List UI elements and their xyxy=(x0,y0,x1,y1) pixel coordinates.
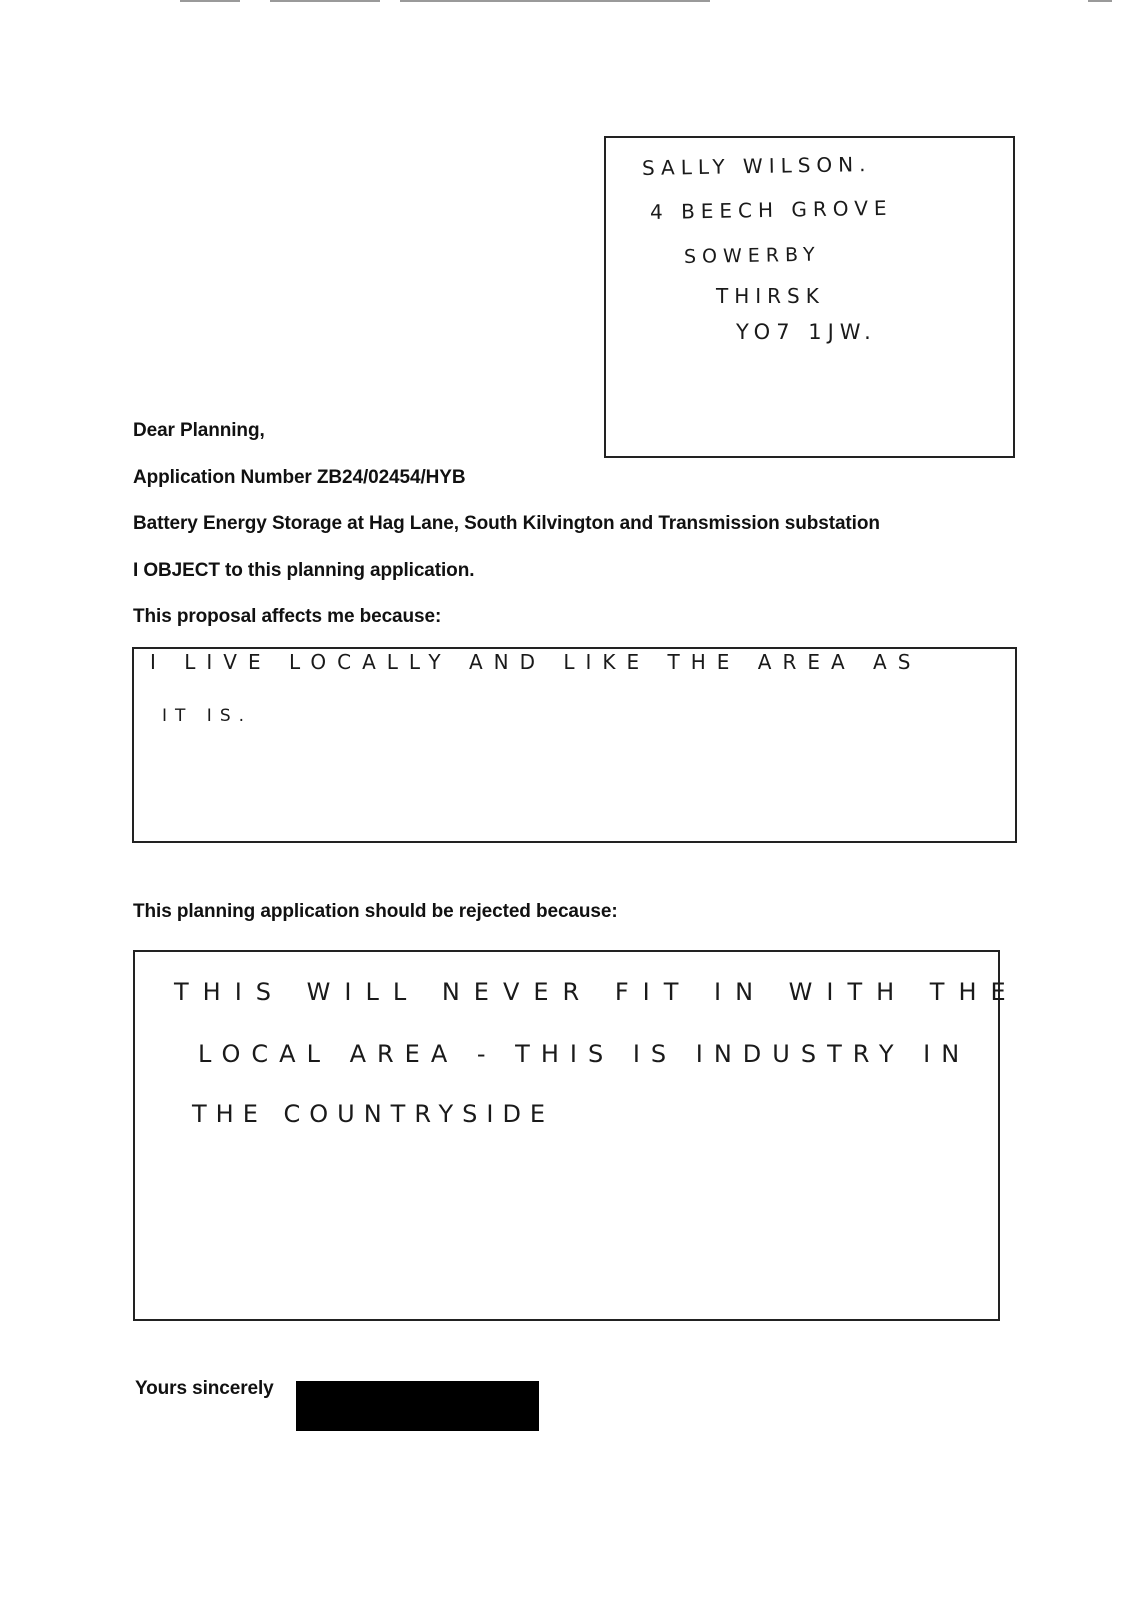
affects-line-1: I LIVE LOCALLY AND LIKE THE AREA AS xyxy=(150,650,922,674)
affects-line-2: IT IS. xyxy=(162,706,253,726)
rejected-line-2: LOCAL AREA - THIS IS INDUSTRY IN xyxy=(198,1040,971,1068)
redacted-signature xyxy=(296,1381,539,1431)
address-line-postcode: YO7 1JW. xyxy=(736,320,877,344)
address-line-town: THIRSK xyxy=(716,284,825,308)
address-line-name: SALLY WILSON. xyxy=(641,151,872,180)
affects-prompt: This proposal affects me because: xyxy=(133,606,442,627)
objection-statement: I OBJECT to this planning application. xyxy=(133,560,475,581)
salutation: Dear Planning, xyxy=(133,420,265,441)
project-title: Battery Energy Storage at Hag Lane, South Kilvington and Transmission substation xyxy=(133,513,880,534)
rejected-prompt: This planning application should be rejected because: xyxy=(133,901,618,922)
scan-artifact-top xyxy=(0,0,1146,6)
affects-response-box xyxy=(132,647,1017,843)
application-number: Application Number ZB24/02454/HYB xyxy=(133,467,466,488)
address-line-street: 4 BEECH GROVE xyxy=(649,195,893,224)
rejected-line-1: THIS WILL NEVER FIT IN WITH THE xyxy=(174,978,1020,1006)
address-line-village: SOWERBY xyxy=(683,243,821,268)
closing: Yours sincerely xyxy=(135,1378,274,1399)
rejected-line-3: THE COUNTRYSIDE xyxy=(192,1100,555,1128)
